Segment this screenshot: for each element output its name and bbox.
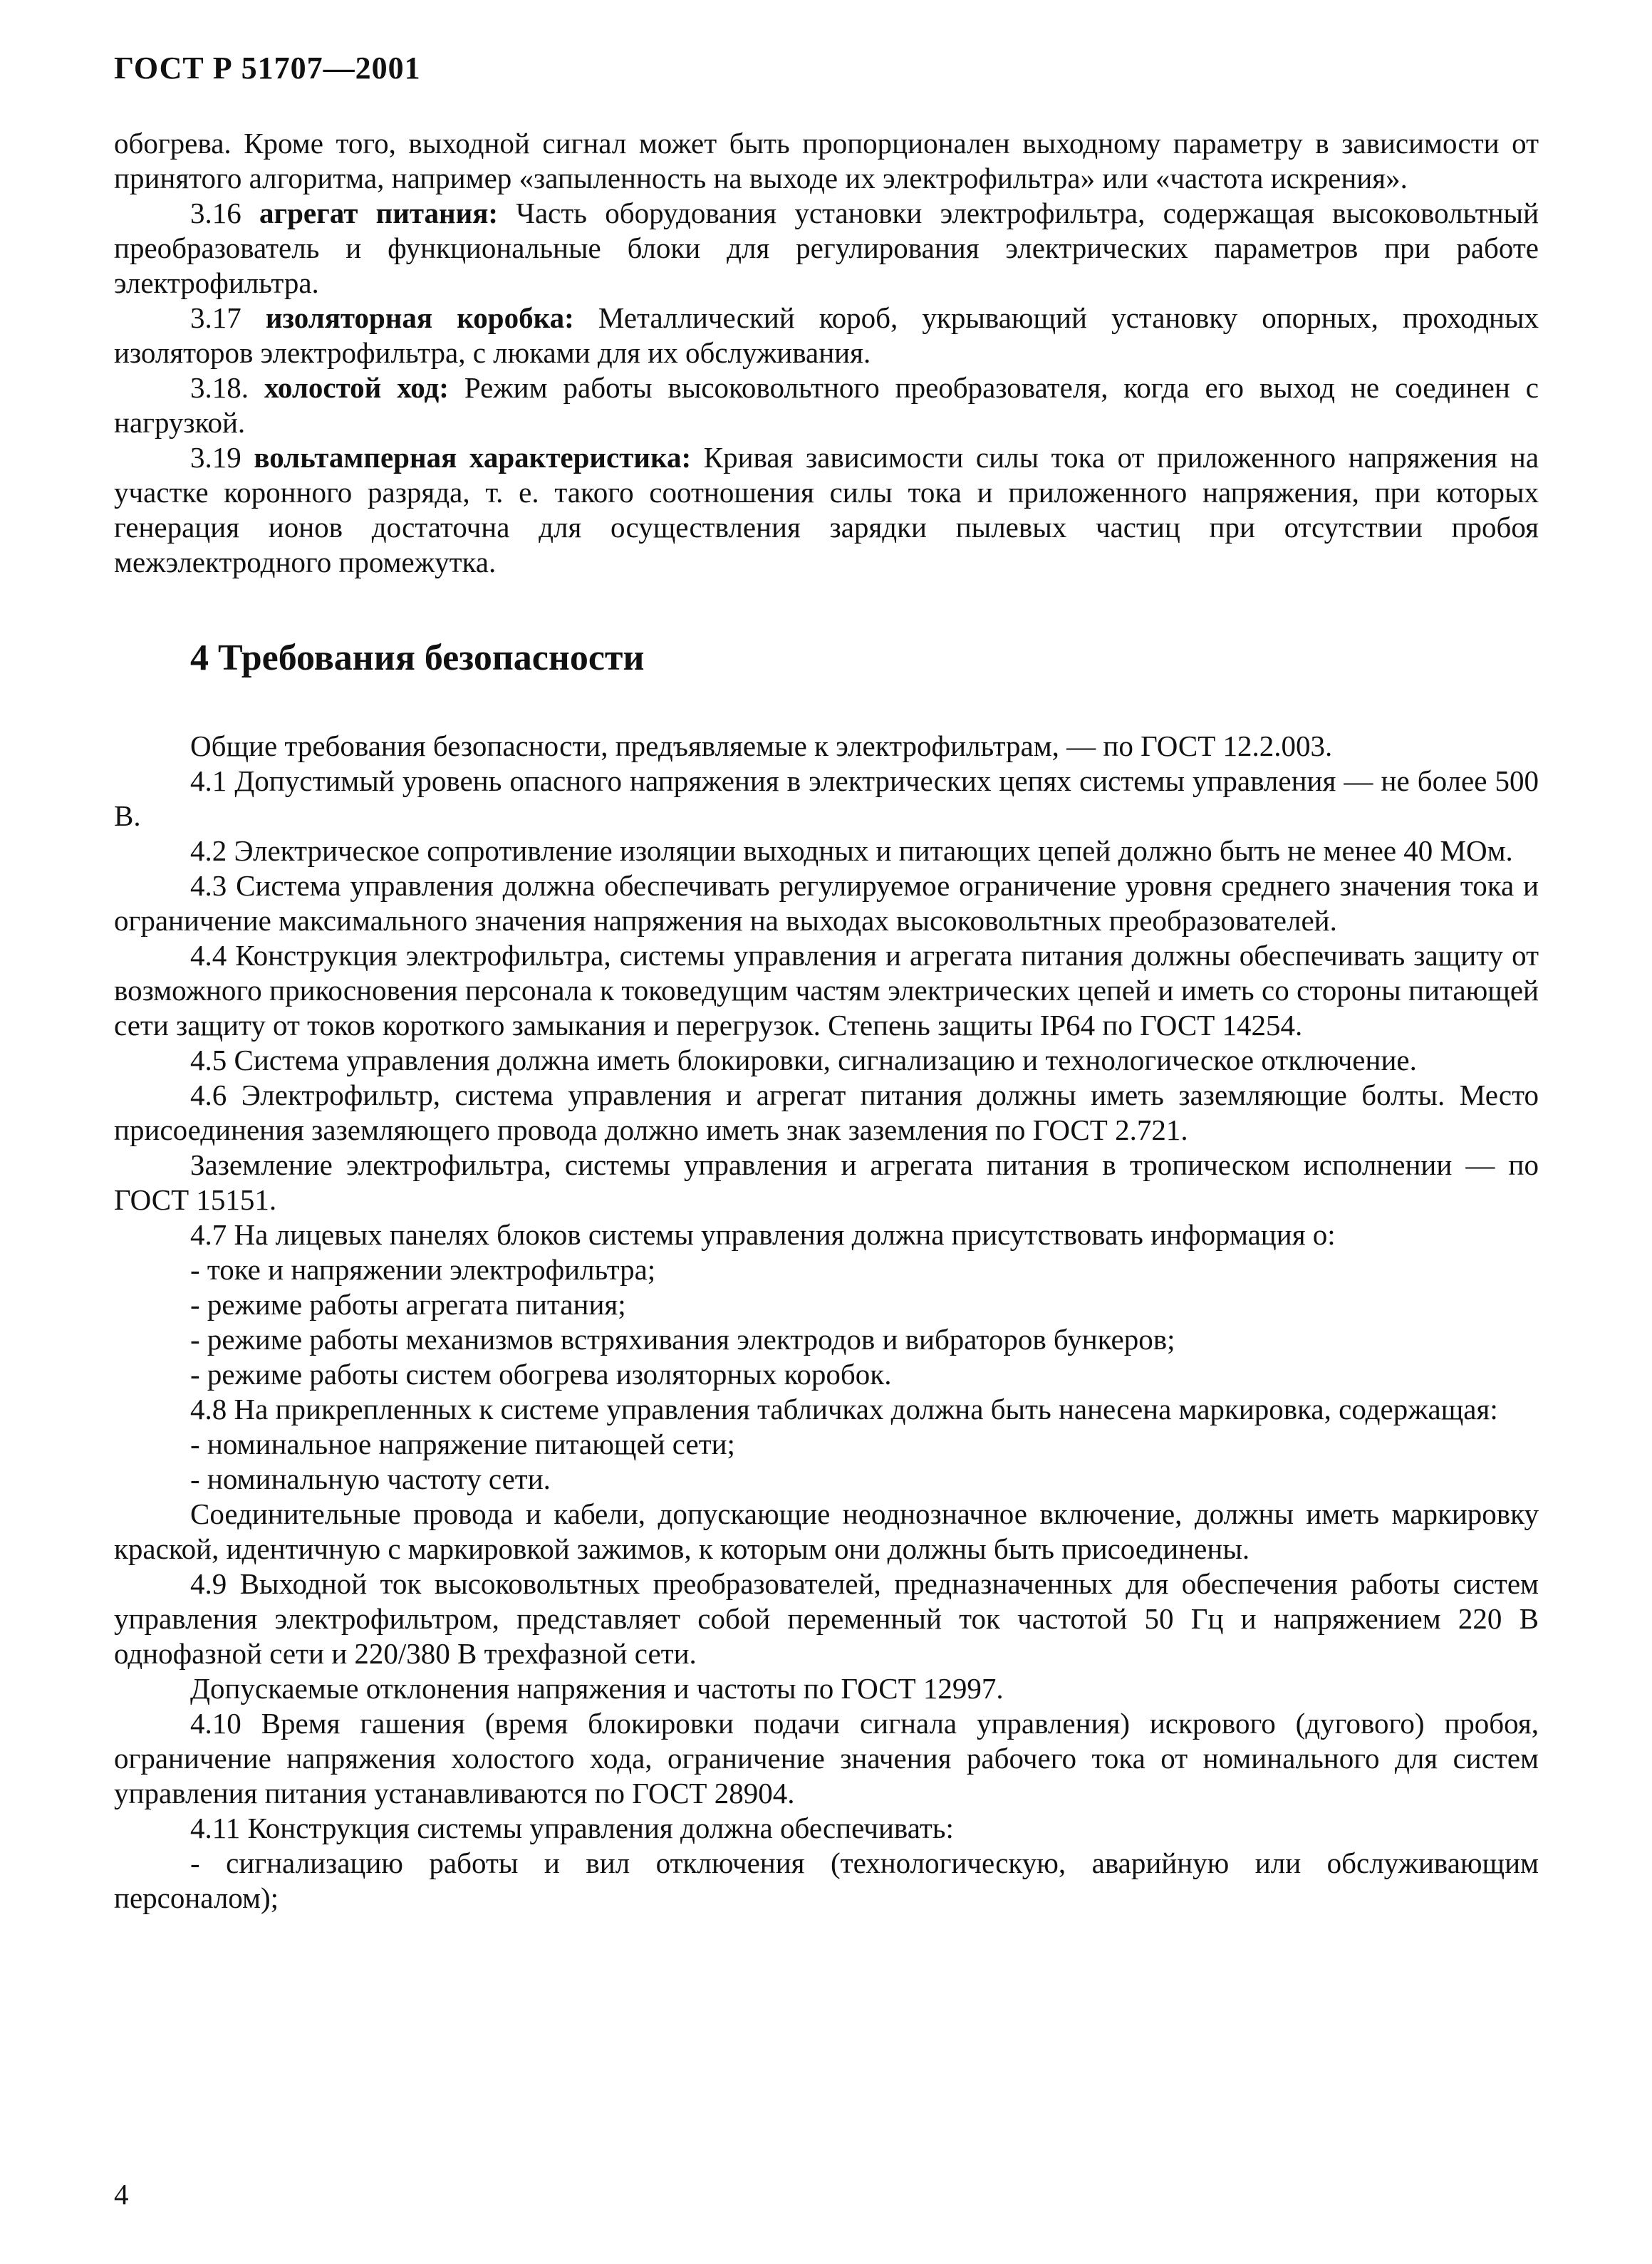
term-number: 3.16 — [190, 197, 241, 229]
section-title: 4 Требования безопасности — [190, 638, 645, 678]
term-number: 3.17 — [190, 301, 241, 334]
paragraph: Соединительные провода и кабели, допускающие неоднозначное включение, должны иметь маркировку краской, идентичную с маркировкой зажимов, к которым они должны быть присоединены. — [114, 1497, 1539, 1565]
list-item: - режиме работы механизмов встряхивания электродов и вибраторов бункеров; — [190, 1323, 1175, 1356]
list-item: - номинальное напряжение питающей сети; — [190, 1428, 735, 1460]
paragraph: 4.4 Конструкция электрофильтра, системы управления и агрегата питания должны обеспечивать защиту от возможного прикосновения персонала к токоведущим частям электрических цепей и иметь со стороны питающей сети защиту от токов короткого замыкания и перегрузок. Степень защиты IP64 по ГОСТ 14254. — [114, 939, 1539, 1042]
document-page — [114, 50, 1539, 1916]
paragraph: 4.9 Выходной ток высоковольтных преобразователей, предназначенных для обеспечения работы систем управления электрофильтром, представляет собой переменный ток частотой 50 Гц и напряжением 220 В однофазной сети и 220/380 В трехфазной сети. — [114, 1567, 1539, 1670]
paragraph: Заземление электрофильтра, системы управления и агрегата питания в тропическом исполнении — по ГОСТ 15151. — [114, 1148, 1539, 1216]
paragraph: Общие требования безопасности, предъявляемые к электрофильтрам, — по ГОСТ 12.2.003. — [190, 729, 1333, 762]
paragraph: 4.1 Допустимый уровень опасного напряжения в электрических цепях системы управления — не более 500 В. — [114, 764, 1539, 832]
paragraph: 4.6 Электрофильтр, система управления и агрегат питания должны иметь заземляющие болты. Место присоединения заземляющего провода должно иметь знак заземления по ГОСТ 2.721. — [114, 1079, 1539, 1146]
continued-paragraph: обогрева. Кроме того, выходной сигнал может быть пропорционален выходному параметру в зависимости от принятого алгоритма, например «запыленность на выходе их электрофильтра» или «частота искрения». — [114, 127, 1539, 194]
term-definition — [114, 301, 1539, 370]
term-text: Металлический короб, укрывающий установку опорных, проходных изоляторов электрофильтра, с люками для их обслуживания. — [114, 301, 1539, 369]
paragraph: Допускаемые отклонения напряжения и частоты по ГОСТ 12997. — [190, 1672, 1004, 1705]
term-definition — [114, 370, 1539, 440]
term-definition — [114, 196, 1539, 301]
paragraph: 4.8 На прикрепленных к системе управления табличках должна быть нанесена маркировка, содержащая: — [190, 1393, 1498, 1426]
section-body — [114, 729, 1539, 1916]
paragraph: 4.3 Система управления должна обеспечивать регулируемое ограничение уровня среднего значения тока и ограничение максимального значения напряжения на выходах высоковольтных преобразователей. — [114, 869, 1539, 937]
term-text: Часть оборудования установки электрофильтра, содержащая высоковольтный преобразователь и функциональные блоки для регулирования электрических параметров при работе электрофильтра. — [114, 197, 1539, 299]
list-item: - режиме работы систем обогрева изоляторных коробок. — [190, 1358, 892, 1391]
term-number: 3.18. — [190, 371, 249, 404]
term-name: агрегат питания: — [259, 197, 499, 229]
page-number: 4 — [114, 2178, 129, 2211]
paragraph: 4.7 На лицевых панелях блоков системы управления должна присутствовать информация о: — [190, 1218, 1336, 1251]
term-text: Режим работы высоковольтного преобразователя, когда его выход не соединен с нагрузкой. — [114, 371, 1539, 439]
term-definition — [114, 440, 1539, 580]
list-item: - режиме работы агрегата питания; — [190, 1288, 626, 1321]
term-name: вольтамперная характеристика: — [254, 441, 692, 474]
term-definitions — [114, 196, 1539, 580]
term-name: холостой ход: — [264, 371, 449, 404]
paragraph: 4.10 Время гашения (время блокировки подачи сигнала управления) искрового (дугового) пробоя, ограничение напряжения холостого хода, ограничение значения рабочего тока от номинального для систем управления питания устанавливаются по ГОСТ 28904. — [114, 1707, 1539, 1809]
list-item: - сигнализацию работы и вил отключения (технологическую, аварийную или обслуживающим персоналом); — [114, 1847, 1539, 1914]
document-header: ГОСТ Р 51707—2001 — [114, 51, 421, 85]
list-item: - номинальную частоту сети. — [190, 1463, 551, 1495]
term-name: изоляторная коробка: — [265, 301, 574, 334]
paragraph: 4.11 Конструкция системы управления должна обеспечивать: — [190, 1812, 954, 1844]
term-text: Кривая зависимости силы тока от приложенного напряжения на участке коронного разряда, т. е. такого соотношения силы тока и приложенного напряжения, при которых генерация ионов достаточна для осуществления зарядки пылевых частиц при отсутствии пробоя межэлектродного промежутка. — [114, 441, 1539, 578]
paragraph: 4.5 Система управления должна иметь блокировки, сигнализацию и технологическое отключение. — [190, 1044, 1417, 1076]
term-number: 3.19 — [190, 441, 241, 474]
paragraph: 4.2 Электрическое сопротивление изоляции выходных и питающих цепей должно быть не менее 40 МОм. — [190, 834, 1513, 867]
list-item: - токе и напряжении электрофильтра; — [190, 1253, 656, 1286]
